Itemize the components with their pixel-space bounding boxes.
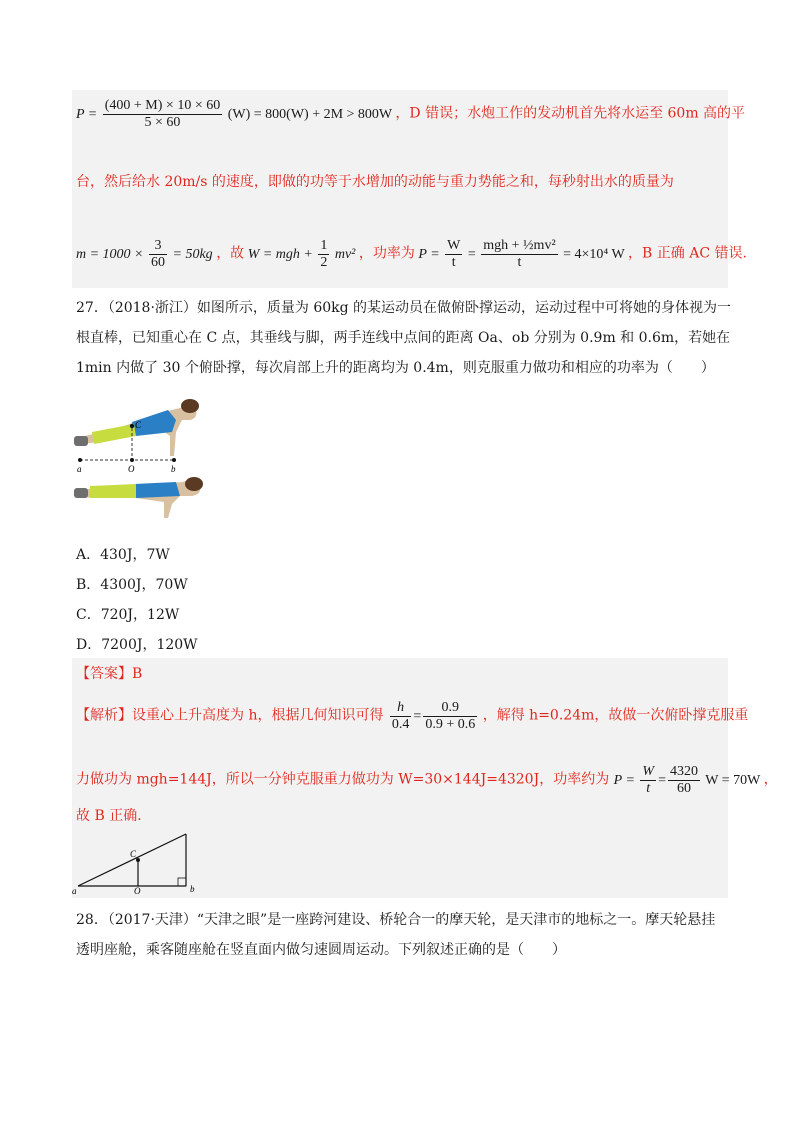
option-a[interactable]: A．430J，7W <box>76 547 170 563</box>
value-fraction: $\frac{4320}{60}$ <box>669 764 698 796</box>
h-ratio-formula: $\frac{h}{0.4}$ = $\frac{0.9}{0.9 + 0.6}$ <box>391 700 476 732</box>
lever-diagram <box>72 830 212 894</box>
half-fraction: $\frac{1}{2}$ <box>320 238 328 270</box>
svg-text:C: C <box>135 420 142 430</box>
pushup-down-pose <box>74 477 203 518</box>
d-wrong-text: ，D 错误；水炮工作的发动机首先将水运至 60m 高的平 <box>395 105 746 122</box>
ratio-fraction: $\frac{0.9}{0.9 + 0.6}$ <box>425 700 476 732</box>
w-over-t: $\frac{W}{t}$ <box>447 238 461 270</box>
svg-text:b: b <box>171 464 176 474</box>
option-c[interactable]: C．720J，12W <box>76 607 180 623</box>
p-formula-line <box>76 98 745 131</box>
w-t-fraction: $\frac{W}{t}$ <box>642 764 655 796</box>
analysis-line-2: 台，然后给水 20m/s 的速度，即做的功等于水增加的动能与重力势能之和，每秒射出水的质量为 <box>76 174 674 190</box>
q28-stem-line-1: 28．（2017·天津）“天津之眼”是一座跨河建设、桥轮合一的摩天轮，是天津市的地标之一。摩天轮悬挂 <box>76 912 716 928</box>
h-fraction: $\frac{h}{0.4}$ <box>391 700 410 732</box>
energy-over-t: $\frac{\text{mgh + ½mv²}}{t}$ <box>483 238 556 270</box>
analysis-line-1: 【解析】设重心上升高度为 h，根据几何知识可得 $\frac{h}{0.4}$ = $\frac{0.9}{0.9 + 0.6}$ ，解得 h=0.24m，故做一次俯卧撑克服重 <box>76 700 749 732</box>
q27-stem-line-1: 27．（2018·浙江）如图所示，质量为 60kg 的某运动员在做俯卧撑运动，运动过程中可将她的身体视为一 <box>76 300 732 316</box>
sep-1: ，故 <box>216 245 245 262</box>
power-formula: P = $\frac{W}{t}$ = $\frac{\text{mgh + ½mv²}}{t}$ = 4×10⁴ W <box>418 238 625 270</box>
svg-text:a: a <box>72 886 77 894</box>
answer-label: 【答案】B <box>76 666 143 682</box>
point-c <box>130 424 134 428</box>
analysis-line-3: 故 B 正确． <box>76 808 152 824</box>
m-formula: m = 1000 × $\frac{3}{60}$ = 50kg <box>76 238 213 270</box>
point-b <box>172 458 176 462</box>
b-correct-text: ，B 正确 AC 错误. <box>628 245 747 262</box>
q28-stem-line-2: 透明座舱，乘客随座舱在竖直面内做匀速圆周运动。下列叙述正确的是（ ） <box>76 942 566 958</box>
pushup-figure <box>72 392 212 530</box>
option-d[interactable]: D．7200J，120W <box>76 637 198 653</box>
p-fraction: $\frac{(400 + M) \times 10 \times 60}{5 \times 60}$ <box>104 98 221 130</box>
svg-text:O: O <box>128 464 135 474</box>
m-fraction: $\frac{3}{60}$ <box>151 238 166 270</box>
svg-text:a: a <box>77 464 82 474</box>
formula-line-3 <box>76 238 747 271</box>
svg-text:O: O <box>134 886 141 894</box>
q27-stem-line-3: 1min 内做了 30 个俯卧撑，每次肩部上升的距离均为 0.4m，则克服重力做功和相应的功率为（ ） <box>76 360 715 376</box>
svg-text:C: C <box>130 849 137 859</box>
sep-2: ，功率为 <box>358 245 415 262</box>
q27-stem-line-2: 根直棒，已知重心在 C 点，其垂线与脚，两手连线中点间的距离 Oa、ob 分别为 0.9m 和 0.6m，若她在 <box>76 330 731 346</box>
svg-text:b: b <box>190 884 195 894</box>
point-a <box>78 458 82 462</box>
power-result-formula: P = $\frac{W}{t}$ = $\frac{4320}{60}$ W = 70W <box>613 764 761 796</box>
option-b[interactable]: B．4300J，70W <box>76 577 188 593</box>
p-formula: P = $\frac{(400 + M) \times 10 \times 60}{5 \times 60}$ (W) = 800(W) + 2M > 800W <box>76 98 392 130</box>
w-formula: W = mgh + $\frac{1}{2}$ mv² <box>247 238 356 270</box>
point-o <box>130 458 134 462</box>
analysis-line-2: 力做功为 mgh=144J，所以一分钟克服重力做功为 W=30×144J=4320J，功率约为 P = $\frac{W}{t}$ = $\frac{4320}{60}$ W = 70W ， <box>76 764 778 796</box>
